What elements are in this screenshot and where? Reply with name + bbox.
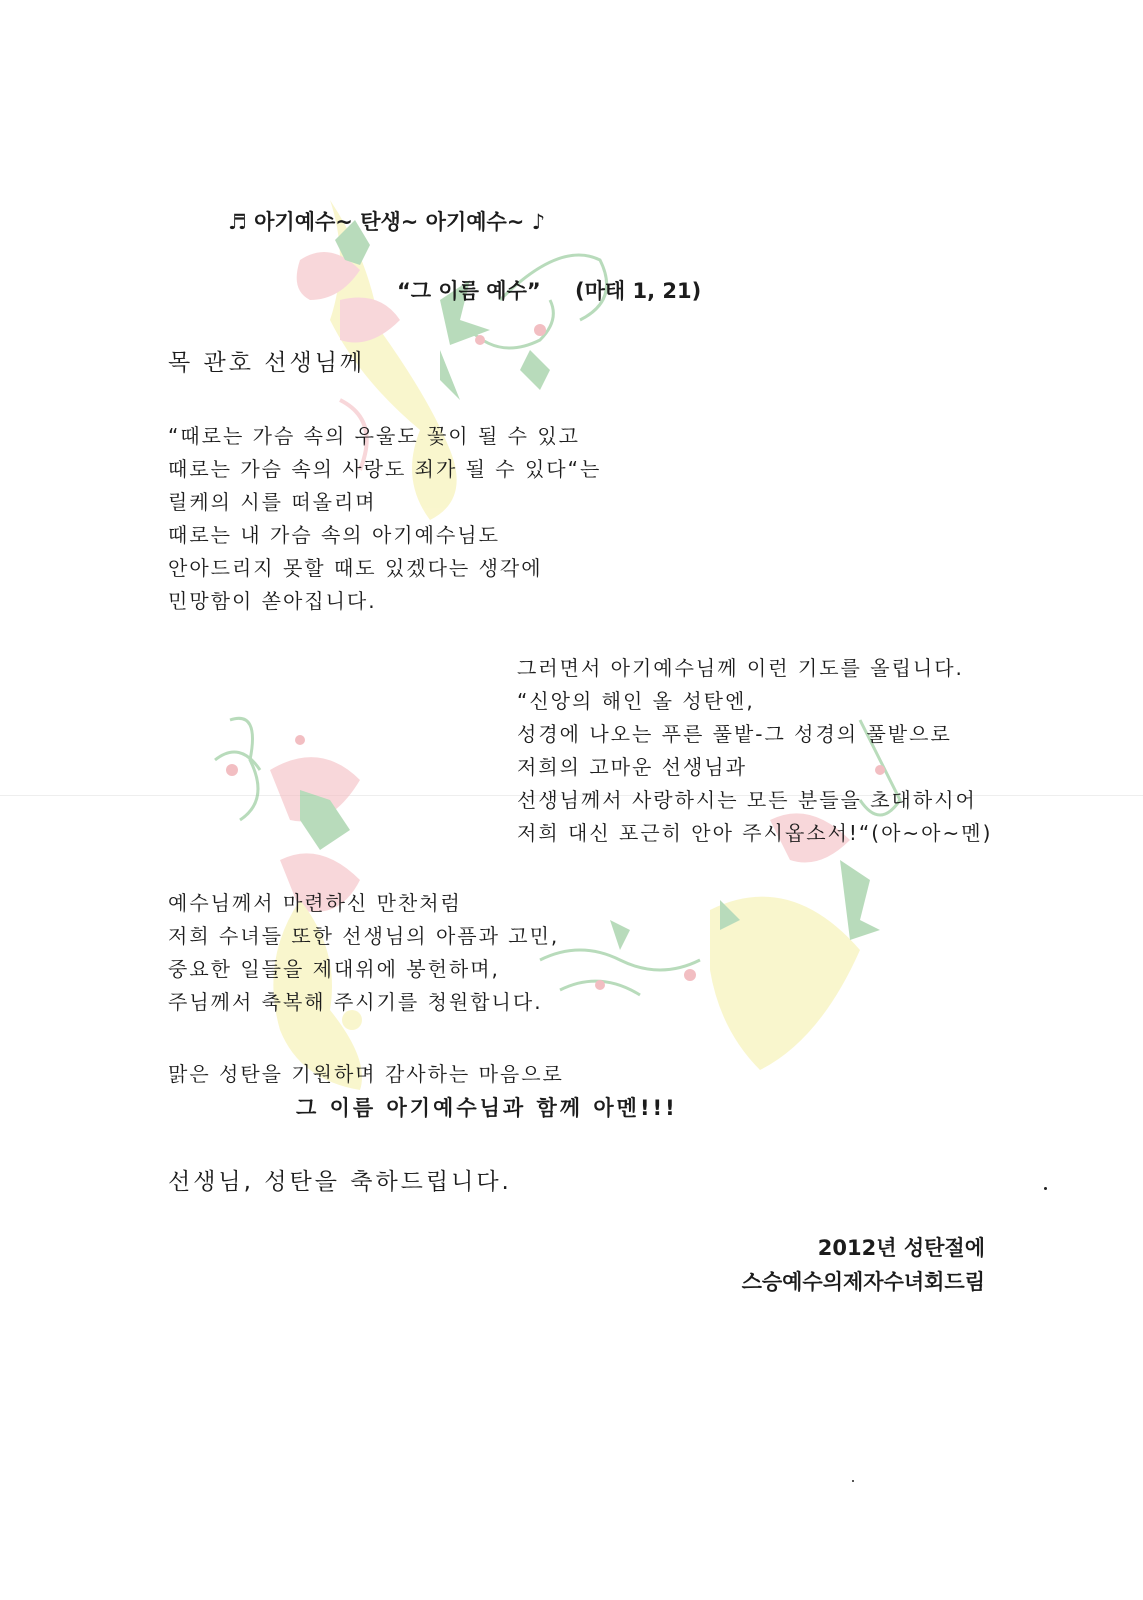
verse-title: “그 이름 예수” [397, 279, 541, 303]
paragraph-1-line: “때로는 가슴 속의 우울도 꽃이 될 수 있고 [168, 424, 580, 448]
paragraph-3-line: 중요한 일들을 제대위에 봉헌하며, [168, 957, 500, 981]
signature-date: 2012년 성탄절에 [817, 1236, 985, 1260]
paragraph-1-line: 안아드리지 못할 때도 있겠다는 생각에 [168, 556, 543, 580]
paragraph-2-line: “신앙의 해인 올 성탄엔, [517, 689, 755, 713]
scan-speck [1044, 1187, 1047, 1190]
paragraph-2-line: 저희의 고마운 선생님과 [517, 755, 747, 779]
christmas-greeting: 선생님, 성탄을 축하드립니다. [168, 1169, 512, 1195]
salutation: 목 관호 선생님께 [168, 350, 366, 376]
paragraph-3-line: 저희 수녀들 또한 선생님의 아픔과 고민, [168, 924, 560, 948]
paragraph-2-line: 저희 대신 포근히 안아 주시옵소서!“(아~아~멘) [517, 821, 993, 845]
paragraph-3-line: 예수님께서 마련하신 만찬처럼 [168, 891, 462, 915]
paragraph-1-line: 릴케의 시를 떠올리며 [168, 490, 377, 514]
paragraph-2-line: 선생님께서 사랑하시는 모든 분들을 초대하시어 [517, 788, 977, 812]
paragraph-2-line: 그러면서 아기예수님께 이런 기도를 올립니다. [517, 656, 964, 680]
paragraph-1-line: 민망함이 쏟아집니다. [168, 589, 377, 613]
signature-sender: 스승예수의제자수녀회드림 [741, 1270, 985, 1294]
paragraph-1-line: 때로는 내 가슴 속의 아기예수님도 [168, 523, 500, 547]
paragraph-1-line: 때로는 가슴 속의 사랑도 죄가 될 수 있다“는 [168, 457, 602, 481]
verse-reference: (마태 1, 21) [575, 279, 702, 303]
scan-speck [852, 1480, 854, 1482]
paragraph-2-line: 성경에 나오는 푸른 풀밭-그 성경의 풀밭으로 [517, 722, 952, 746]
carol-line: ♬ 아기예수~ 탄생~ 아기예수~ ♪ [228, 210, 546, 234]
paragraph-3-line: 주님께서 축복해 주시기를 청원합니다. [168, 990, 543, 1014]
closing-wish-line: 맑은 성탄을 기원하며 감사하는 마음으로 [168, 1062, 564, 1086]
amen-line: 그 이름 아기예수님과 함께 아멘!!! [296, 1096, 678, 1120]
